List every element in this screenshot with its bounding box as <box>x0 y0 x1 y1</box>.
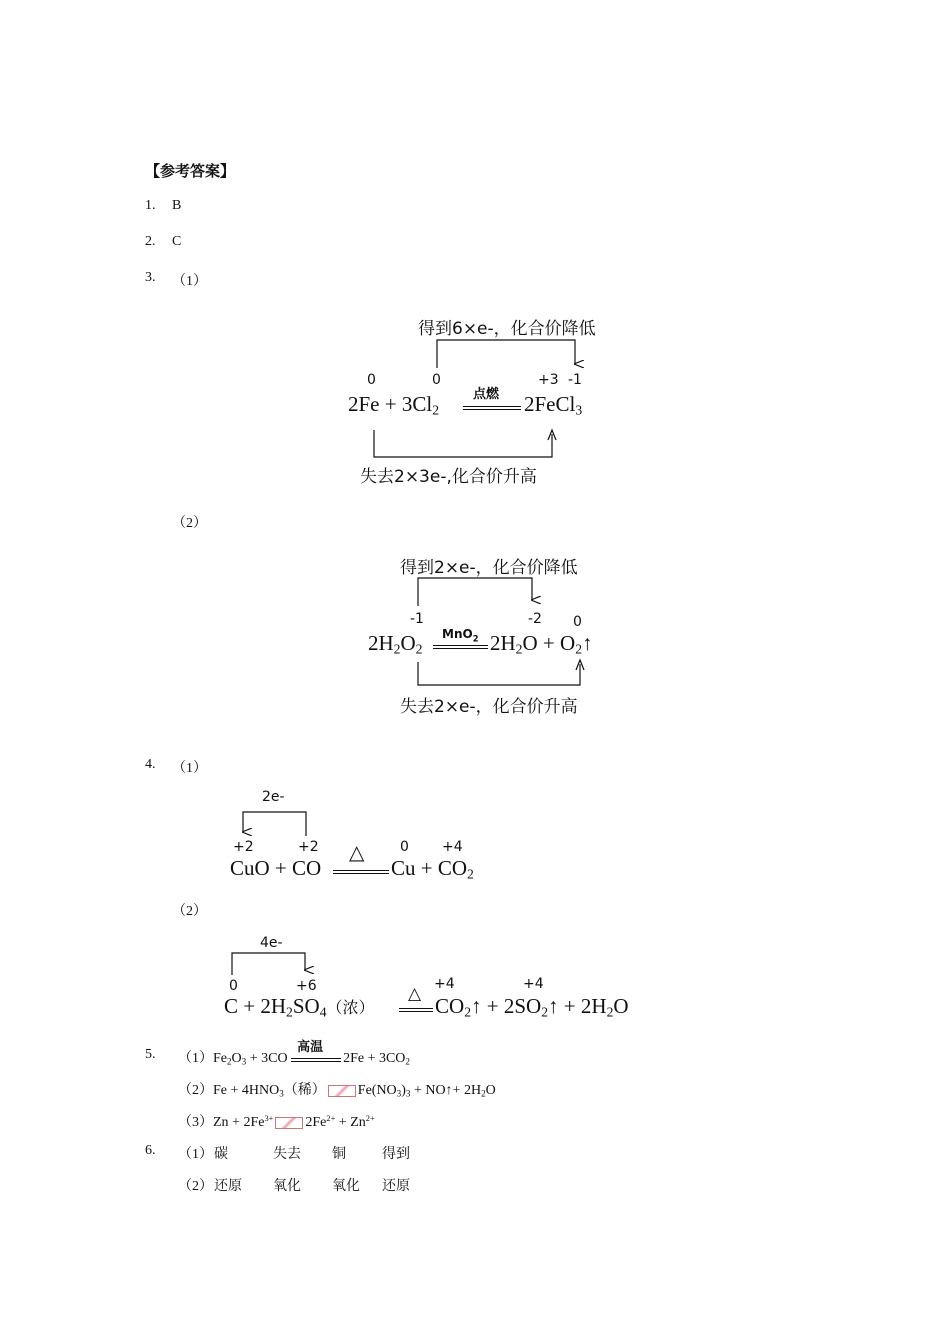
q3-1-lhs: $2Fe + 3Cl_2$ <box>348 392 440 418</box>
q3-2-lhs: $2H_2O_2$ <box>368 631 423 657</box>
q4-2-transfer-bracket <box>232 953 305 975</box>
q6-row2-cell: 还原 <box>214 1179 242 1194</box>
q4-2-heat-condition: △ <box>408 984 422 1004</box>
answer-heading: 【参考答案】 <box>145 162 236 180</box>
q4-2-transfer: 4e- <box>260 935 283 951</box>
q3-1-lose-bracket <box>374 430 552 457</box>
q3-part2-label: （2） <box>172 516 207 531</box>
q6-row1-cell: 得到 <box>382 1147 410 1162</box>
q3-2-rhs: $2H_2O$ + $O_2↑$ <box>490 631 593 657</box>
q6-row1-cell: 失去 <box>273 1147 301 1162</box>
q4-1-transfer-bracket <box>243 812 306 836</box>
q4-2-ox-c: 0 <box>229 978 238 994</box>
q3-2-ox-o1: -1 <box>410 611 424 627</box>
q3-1-condition: 点燃 <box>473 387 500 402</box>
q3-1-gain-note: 得到6×e-，化合价降低 <box>418 319 596 339</box>
q5-line2: $(2)Fe + 4HNO_3$（稀） $Fe(NO_3)_3$ + NO↑+ $2H_2O$ <box>178 1083 496 1099</box>
q5-number: 5. <box>145 1047 156 1062</box>
q5-line3: $(3)Zn + 2Fe^{3+}$ $2Fe^{2+} + Zn^{2+}$ <box>178 1113 375 1130</box>
q4-1-transfer: 2e- <box>262 789 285 805</box>
q3-part1-label: （1） <box>172 274 207 289</box>
q4-1-heat-condition: △ <box>349 840 365 864</box>
q4-1-rhs: $Cu + CO_2$ <box>391 856 474 882</box>
q4-1-lhs: CuO + CO <box>230 856 322 880</box>
q6-row1-cell: 铜 <box>332 1147 346 1162</box>
q6-row2-label: （2） <box>178 1179 213 1194</box>
q1-answer: B <box>172 198 182 213</box>
q3-number: 3. <box>145 270 156 285</box>
q4-2-ox-c4: +4 <box>434 976 455 992</box>
q6-row2-cell: 氧化 <box>332 1179 360 1194</box>
q3-2-lose-note: 失去2×e-，化合价升高 <box>400 697 578 717</box>
q3-1-lose-note: 失去2×3e-,化合价升高 <box>360 467 537 487</box>
q3-1-ox-cl: 0 <box>432 372 441 388</box>
q4-1-ox-c4: +4 <box>442 839 463 855</box>
q3-1-ox-fe: 0 <box>367 372 376 388</box>
q3-1-gain-bracket <box>437 340 575 368</box>
q4-1-ox-cu: +2 <box>233 839 254 855</box>
q6-row2-cell: 还原 <box>382 1179 410 1194</box>
q4-2-lhs: $C + 2H_2SO_4$（浓） <box>224 994 375 1020</box>
q3-2-ox-o0: 0 <box>573 614 582 630</box>
q4-number: 4. <box>145 757 156 772</box>
q3-1-ox-cl-1: -1 <box>568 372 582 388</box>
q5-1-condition: 高温 <box>297 1040 324 1055</box>
q5-line1: $(1)Fe_2O_3 + 3CO$ 高温 $2Fe + 3CO_2$ <box>178 1047 410 1067</box>
q1-number: 1. <box>145 198 156 213</box>
q3-1-ox-fe3: +3 <box>538 372 559 388</box>
q4-2-rhs: $CO_2↑$ + $2SO_2↑ + 2H_2O$ <box>435 994 629 1020</box>
q6-row2-cell: 氧化 <box>273 1179 301 1194</box>
q3-2-lose-bracket <box>418 662 580 685</box>
q4-part2-label: （2） <box>172 904 207 919</box>
q3-1-rhs: 2FeCl$_3$ <box>524 392 583 418</box>
q2-answer: C <box>172 234 182 249</box>
q3-2-gain-note: 得到2×e-，化合价降低 <box>400 558 578 578</box>
q3-2-gain-bracket <box>418 578 532 606</box>
q6-row1-label: （1） <box>178 1147 213 1162</box>
q4-part1-label: （1） <box>172 761 207 776</box>
q6-row1-cell: 碳 <box>214 1147 228 1162</box>
q3-2-ox-o2: -2 <box>528 611 542 627</box>
q4-1-ox-c: +2 <box>298 839 319 855</box>
q4-2-ox-s4: +4 <box>523 976 544 992</box>
q4-1-ox-cu0: 0 <box>400 839 409 855</box>
q3-2-condition: MnO$_2$ <box>442 627 479 644</box>
q2-number: 2. <box>145 234 156 249</box>
q4-2-ox-s: +6 <box>296 978 317 994</box>
q6-number: 6. <box>145 1143 156 1158</box>
